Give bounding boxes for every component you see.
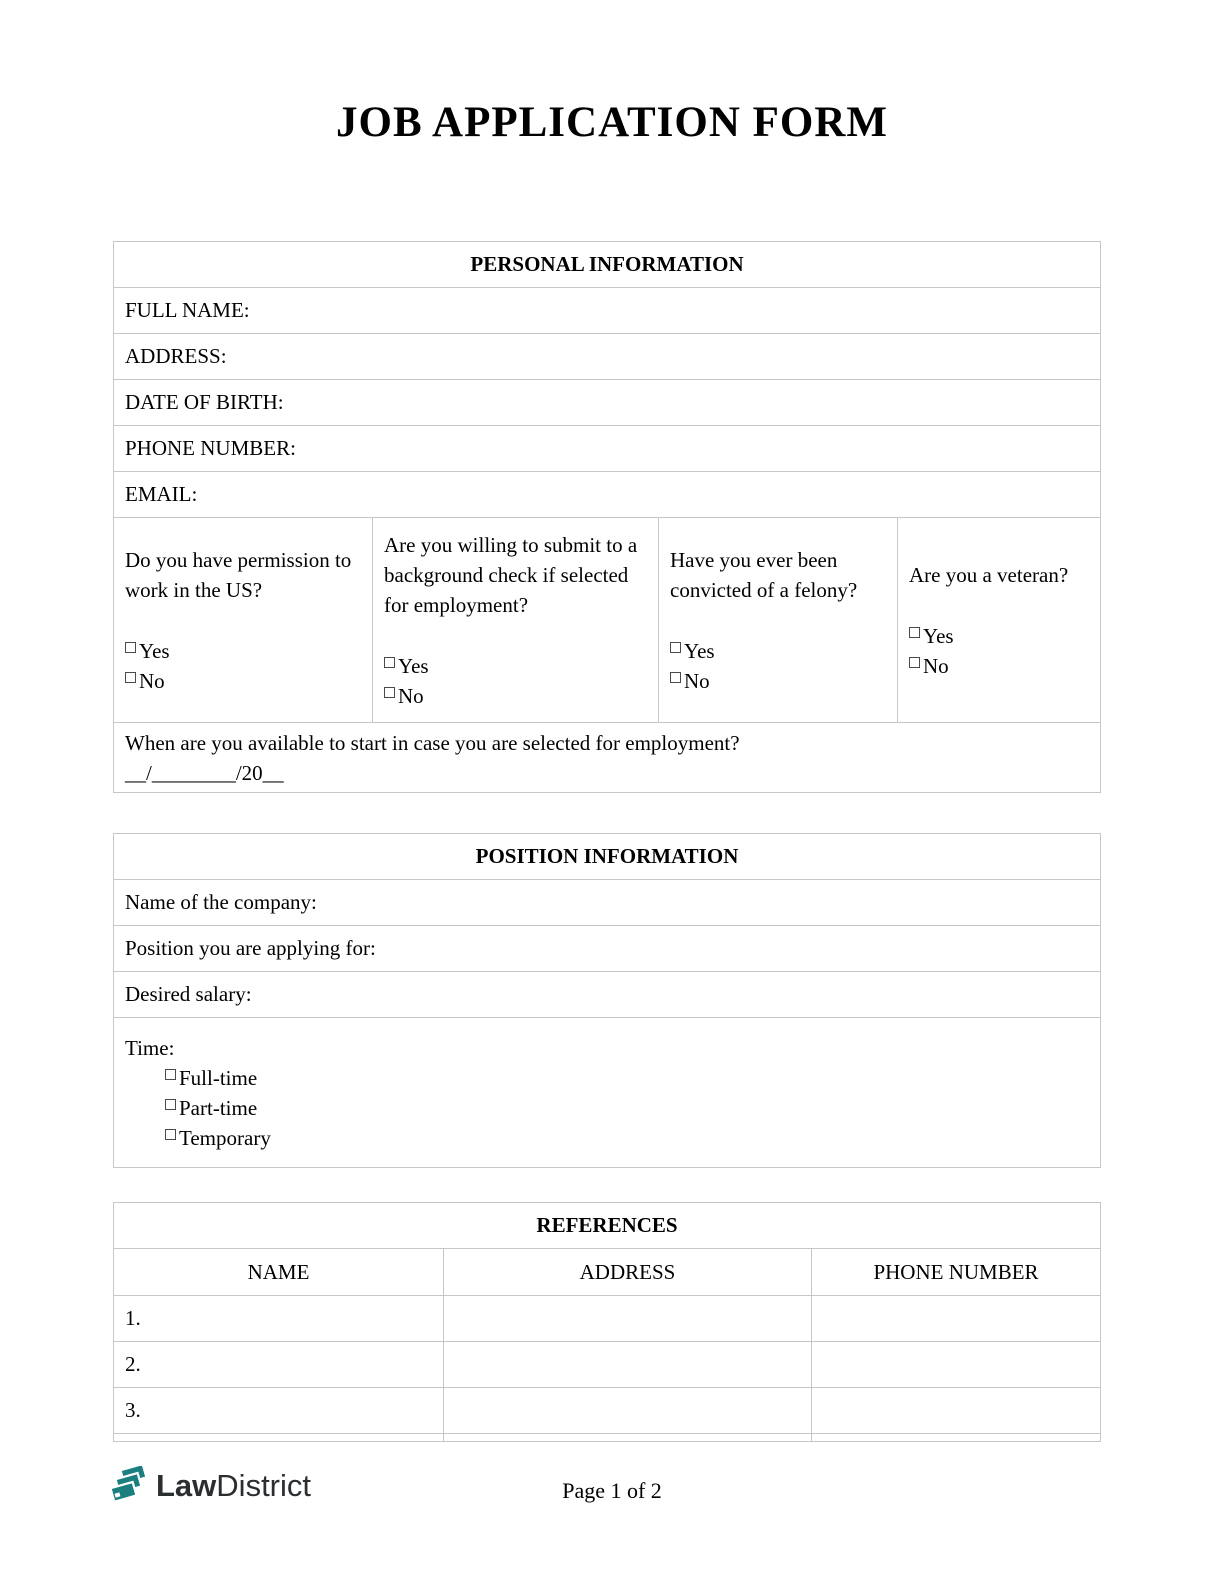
checkbox-label: Yes — [684, 638, 715, 663]
checkbox-label: Full-time — [179, 1065, 258, 1090]
reference-2-phone-cell[interactable] — [812, 1342, 1101, 1388]
time-row — [114, 1018, 1101, 1168]
spacer — [384, 620, 647, 651]
desired-salary-field-row[interactable] — [114, 972, 1101, 1018]
address-field-row[interactable] — [114, 334, 1101, 380]
time-label: Time: — [125, 1035, 175, 1060]
checkbox-option-part-time[interactable] — [165, 1093, 1089, 1123]
date-of-birth-field-row[interactable] — [114, 380, 1101, 426]
availability-question: When are you available to start in case you are selected for employment? — [125, 730, 740, 755]
question-cell-felony — [659, 518, 898, 723]
question-cell-background-check — [373, 518, 659, 723]
time-options — [125, 1063, 1089, 1153]
availability-row — [114, 723, 1101, 793]
question-cell-veteran — [898, 518, 1101, 723]
references-header: REFERENCES — [114, 1203, 1101, 1249]
full-name-field-row[interactable] — [114, 288, 1101, 334]
row-number: 2. — [125, 1352, 141, 1376]
table-row — [114, 1342, 1101, 1388]
cut-off-cell — [444, 1434, 812, 1442]
cut-off-row — [114, 1434, 1101, 1442]
questions-row — [114, 518, 1101, 723]
checkbox-option-no[interactable] — [670, 666, 886, 696]
question-text: Are you a veteran? — [909, 562, 1069, 587]
full-name-label: FULL NAME: — [125, 298, 250, 322]
position-information-table — [113, 833, 1101, 1168]
checkbox-icon[interactable] — [125, 642, 136, 653]
table-row — [114, 1296, 1101, 1342]
address-label: ADDRESS: — [125, 344, 227, 368]
question-text: Do you have permission to work in the US? — [125, 547, 352, 602]
checkbox-icon[interactable] — [670, 642, 681, 653]
table-row — [114, 242, 1101, 288]
reference-1-phone-cell[interactable] — [812, 1296, 1101, 1342]
table-row — [114, 1203, 1101, 1249]
checkbox-label: Part-time — [179, 1095, 258, 1120]
phone-number-field-row[interactable] — [114, 426, 1101, 472]
checkbox-option-yes[interactable] — [670, 636, 886, 666]
reference-3-address-cell[interactable] — [444, 1388, 812, 1434]
checkbox-option-yes[interactable] — [909, 621, 1089, 651]
checkbox-label: Temporary — [179, 1125, 271, 1150]
table-row — [114, 834, 1101, 880]
question-cell-work-permission — [114, 518, 373, 723]
checkbox-icon[interactable] — [909, 657, 920, 668]
checkbox-option-full-time[interactable] — [165, 1063, 1089, 1093]
logo-text-law: Law — [156, 1468, 217, 1503]
checkbox-option-no[interactable] — [384, 681, 647, 711]
checkbox-label: Yes — [398, 653, 429, 678]
question-text: Are you willing to submit to a background check if selected for employment? — [384, 532, 638, 617]
checkbox-label: No — [684, 668, 710, 693]
cut-off-cell — [812, 1434, 1101, 1442]
checkbox-label: Yes — [139, 638, 170, 663]
checkbox-option-yes[interactable] — [125, 636, 361, 666]
company-name-field-row[interactable] — [114, 880, 1101, 926]
column-header-address: ADDRESS — [444, 1249, 812, 1296]
references-column-header-row — [114, 1249, 1101, 1296]
checkbox-label: No — [139, 668, 165, 693]
table-row — [114, 288, 1101, 334]
position-applying-label: Position you are applying for: — [125, 936, 376, 960]
page-number: Page 1 of 2 — [562, 1478, 662, 1503]
checkbox-label: No — [398, 683, 424, 708]
spacer — [670, 605, 886, 636]
table-row — [114, 380, 1101, 426]
column-header-name: NAME — [114, 1249, 444, 1296]
availability-cell[interactable] — [114, 723, 1101, 793]
position-information-header: POSITION INFORMATION — [114, 834, 1101, 880]
row-number: 1. — [125, 1306, 141, 1330]
checkbox-icon[interactable] — [165, 1069, 176, 1080]
company-name-label: Name of the company: — [125, 890, 317, 914]
cut-off-cell — [114, 1434, 444, 1442]
checkbox-icon[interactable] — [165, 1099, 176, 1110]
reference-1-address-cell[interactable] — [444, 1296, 812, 1342]
column-header-phone-number: PHONE NUMBER — [812, 1249, 1101, 1296]
checkbox-icon[interactable] — [909, 627, 920, 638]
checkbox-option-temporary[interactable] — [165, 1123, 1089, 1153]
reference-2-address-cell[interactable] — [444, 1342, 812, 1388]
personal-information-header: PERSONAL INFORMATION — [114, 242, 1101, 288]
checkbox-icon[interactable] — [384, 657, 395, 668]
reference-3-phone-cell[interactable] — [812, 1388, 1101, 1434]
phone-number-label: PHONE NUMBER: — [125, 436, 296, 460]
page-title: JOB APPLICATION FORM — [336, 99, 888, 146]
personal-information-table — [113, 241, 1101, 793]
email-label: EMAIL: — [125, 482, 198, 506]
checkbox-icon[interactable] — [384, 687, 395, 698]
time-cell — [114, 1018, 1101, 1168]
spacer — [909, 590, 1089, 621]
position-applying-field-row[interactable] — [114, 926, 1101, 972]
checkbox-icon[interactable] — [165, 1129, 176, 1140]
references-table — [113, 1202, 1101, 1442]
logo-text-district: District — [216, 1468, 312, 1503]
date-of-birth-label: DATE OF BIRTH: — [125, 390, 284, 414]
checkbox-option-no[interactable] — [909, 651, 1089, 681]
table-row — [114, 426, 1101, 472]
spacer — [125, 605, 361, 636]
desired-salary-label: Desired salary: — [125, 982, 252, 1006]
table-row — [114, 972, 1101, 1018]
checkbox-icon[interactable] — [125, 672, 136, 683]
checkbox-option-yes[interactable] — [384, 651, 647, 681]
reference-2-number-cell[interactable] — [114, 1342, 444, 1388]
table-row — [114, 880, 1101, 926]
checkbox-icon[interactable] — [670, 672, 681, 683]
email-field-row[interactable] — [114, 472, 1101, 518]
reference-1-number-cell[interactable] — [114, 1296, 444, 1342]
table-row — [114, 334, 1101, 380]
checkbox-label: No — [923, 653, 949, 678]
reference-3-number-cell[interactable] — [114, 1388, 444, 1434]
question-text: Have you ever been convicted of a felony? — [670, 547, 858, 602]
row-number: 3. — [125, 1398, 141, 1422]
checkbox-option-no[interactable] — [125, 666, 361, 696]
checkbox-label: Yes — [923, 623, 954, 648]
table-row — [114, 472, 1101, 518]
table-row — [114, 926, 1101, 972]
table-row — [114, 1388, 1101, 1434]
availability-answer-line: __/________/20__ — [125, 760, 284, 785]
